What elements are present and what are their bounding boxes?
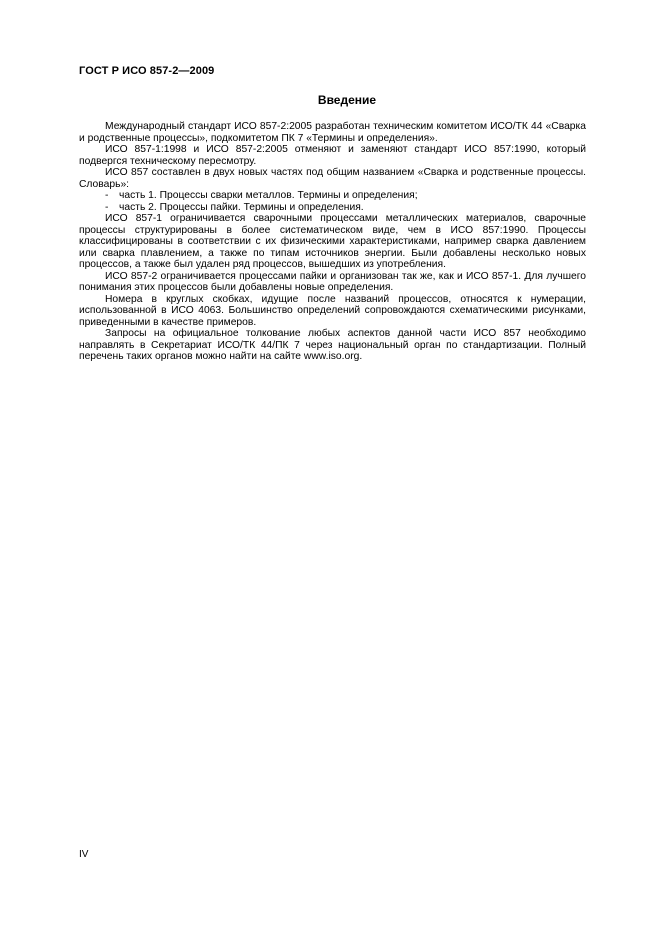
paragraph: Международный стандарт ИСО 857-2:2005 разработан техническим комитетом ИСО/ТК 44 «Сварка и родственные процессы», подкомитетом ПК 7 «Термины и определения».: [79, 121, 586, 144]
section-title: Введение: [317, 93, 377, 107]
list-item: [79, 202, 586, 214]
paragraph: Запросы на официальное толкование любых аспектов данной части ИСО 857 необходимо направлять в Секретариат ИСО/ТК 44/ПК 7 через национальный орган по стандартизации. Полный перечень таких органов можно найти на сайте www.iso.org.: [79, 328, 586, 362]
list-dash: -: [105, 190, 109, 201]
paragraph: Номера в круглых скобках, идущие после названий процессов, относятся к нумерации, использованной в ИСО 4063. Большинство определений сопровождаются схематическими рисунками, приведенными в качестве примеров.: [79, 293, 586, 328]
list-item-text: часть 2. Процессы пайки. Термины и определения.: [119, 201, 364, 213]
introduction-body: [79, 121, 586, 363]
page-number: IV: [79, 849, 89, 860]
paragraph: ИСО 857 составлен в двух новых частях под общим названием «Сварка и родственные процессы. Словарь»:: [79, 167, 586, 190]
paragraph: ИСО 857-1 ограничивается сварочными процессами металлических материалов, сварочные процессы структурированы в более систематическом виде, чем в ИСО 857:1990. Процессы классифицированы в соответствии с их физическими характеристиками, например сварка давлением или сварка плавлением, а также по типам источников энергии. Были добавлены несколько новых процессов, а также был удален ряд процессов, вышедших из употребления.: [79, 213, 586, 270]
list-dash: -: [105, 201, 109, 213]
paragraph: ИСО 857-1:1998 и ИСО 857-2:2005 отменяют и заменяют стандарт ИСО 857:1990, который подвергся техническому пересмотру.: [79, 144, 586, 167]
list-item-text: часть 1. Процессы сварки металлов. Термины и определения;: [119, 190, 418, 201]
paragraph: ИСО 857-2 ограничивается процессами пайки и организован так же, как и ИСО 857-1. Для лучшего понимания этих процессов были добавлены новые определения.: [79, 270, 586, 293]
standard-designation: ГОСТ Р ИСО 857-2—2009: [79, 65, 215, 77]
list-item: [79, 190, 586, 202]
